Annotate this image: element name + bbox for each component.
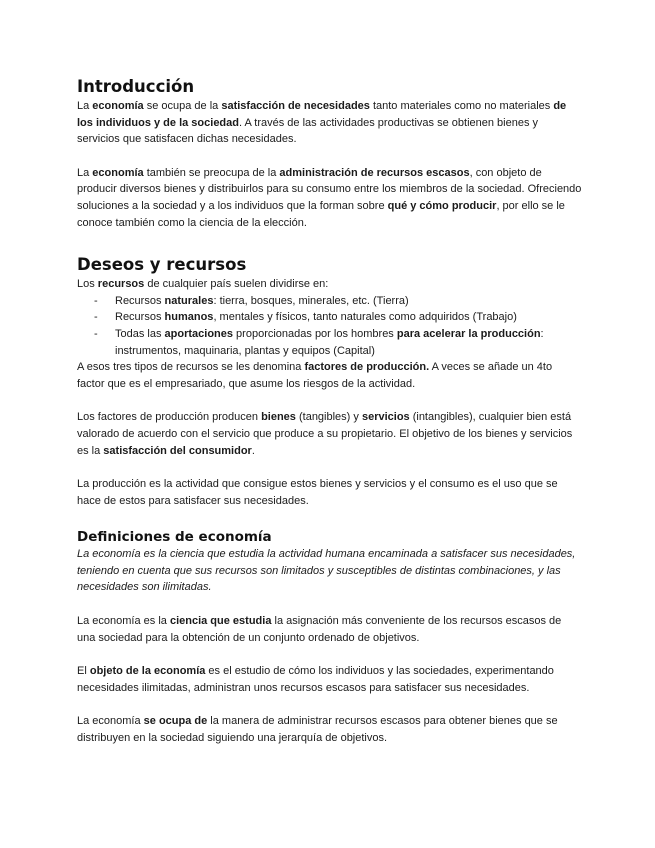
list-item: - Todas las aportaciones proporcionadas por los hombres para acelerar la producción: instrumentos, maquinaria, plantas y equipos (Capital) bbox=[94, 327, 544, 357]
produccion-paragraph: La producción es la actividad que consigue estos bienes y servicios y el consumo es el uso que se hace de estos para satisfacer sus necesidades. bbox=[77, 478, 558, 507]
definicion-1: La economía es la ciencia que estudia la actividad humana encaminada a satisfacer sus necesidades, teniendo en cuenta que sus recursos son limitados y susceptibles de distintas combinaciones, y las necesidades son ilimitadas. bbox=[77, 548, 576, 594]
recursos-list bbox=[77, 293, 582, 359]
list-item: - Recursos naturales: tierra, bosques, minerales, etc. (Tierra) bbox=[94, 294, 409, 307]
definicion-3: El objeto de la economía es el estudio de cómo los individuos y las sociedades, experimentando necesidades ilimitadas, administran unos recursos escasos para satisfacer sus necesidades. bbox=[77, 665, 554, 694]
section-title-definiciones: Definiciones de economía bbox=[77, 529, 272, 546]
definicion-4: La economía se ocupa de la manera de administrar recursos escasos para obtener bienes que se distribuyen en la sociedad siguiendo una jerarquía de objetivos. bbox=[77, 715, 558, 745]
intro-paragraph-2: La economía también se preocupa de la administración de recursos escasos, con objeto de producir diversos bienes y distribuirlos para su consumo entre los miembros de la sociedad. Ofreciendo soluciones a la sociedad y a los individuos que la forman sobre qué y cómo producir, por ello se le conoce también como la ciencia de la elección. bbox=[77, 166, 582, 229]
bienes-paragraph: Los factores de producción producen bienes (tangibles) y servicios (intangibles), cualquier bien está valorado de acuerdo con el servicio que produce a su propietario. El objetivo de los bienes y servicios es la satisfacción del consumidor. bbox=[77, 411, 573, 457]
recursos-lead: Los recursos de cualquier país suelen dividirse en: bbox=[77, 278, 329, 291]
document-content bbox=[77, 76, 582, 747]
section-title-introduccion: Introducción bbox=[77, 77, 195, 96]
factores-paragraph: A esos tres tipos de recursos se les denomina factores de producción. A veces se añade un 4to factor que es el empresariado, que asume los riesgos de la actividad. bbox=[77, 361, 553, 390]
intro-paragraph-1: La economía se ocupa de la satisfacción de necesidades tanto materiales como no materiales de los individuos y de la sociedad. A través de las actividades productivas se obtienen bienes y servicios que satisfacen dichas necesidades. bbox=[77, 100, 567, 146]
section-title-deseos: Deseos y recursos bbox=[77, 255, 247, 275]
definicion-2: La economía es la ciencia que estudia la asignación más conveniente de los recursos escasos de una sociedad para la obtención de un conjunto ordenado de objetivos. bbox=[77, 615, 562, 644]
list-item: - Recursos humanos, mentales y físicos, tanto naturales como adquiridos (Trabajo) bbox=[94, 311, 517, 324]
